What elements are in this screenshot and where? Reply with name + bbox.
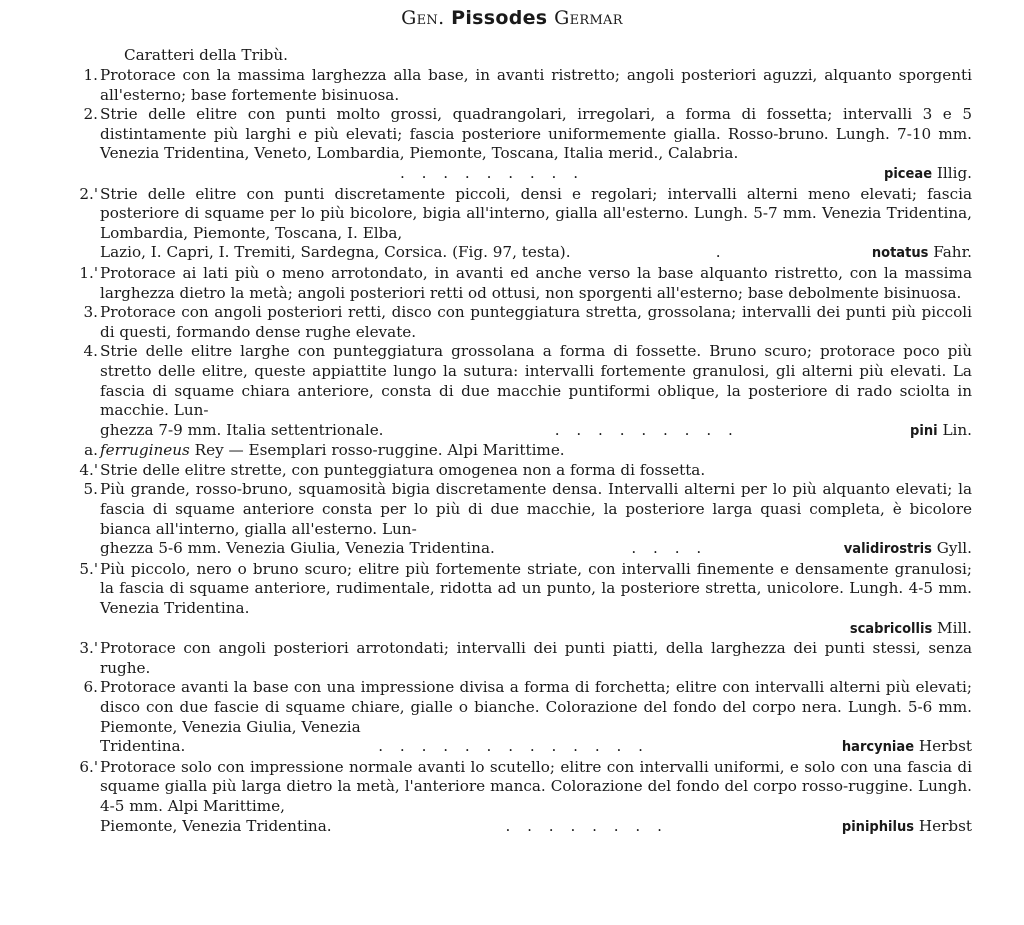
species-label (100, 619, 972, 640)
entry-tail-text: ghezza 7-9 mm. Italia settentrionale. (100, 420, 384, 439)
species-author: Illig. (936, 163, 972, 182)
entry-text-part: Strie delle elitre con punti molto grossi, quadrangolari, irregolari, a forma di fossetta; intervalli 3 e 5 distintamente più larghi e più elevati; fascia posteriore uniformemente gialla. Rosso-bruno. Lungh. 7-10 mm. Venezia Tridentina, Veneto, Lombardia, Piemonte, Toscana, Italia merid., Calabria. (100, 105, 972, 163)
page-title (0, 8, 1024, 29)
entry-text (100, 639, 972, 678)
key-entries (62, 66, 972, 837)
key-entry (62, 303, 972, 342)
entry-number: 4. (83, 342, 98, 361)
entry-number: 3. (83, 303, 98, 322)
key-entry (62, 105, 972, 184)
entry-number: 2. (83, 105, 98, 124)
entry-tail (100, 421, 972, 442)
species-name: piniphilus (841, 818, 915, 835)
key-entry (62, 185, 972, 264)
species-author: Mill. (937, 618, 972, 637)
species-author: Lin. (942, 420, 972, 439)
species-author: Herbst (918, 816, 972, 835)
entry-text-part: Strie delle elitre larghe con punteggiatura grossolana a forma di fossette. Bruno scuro; protorace poco più stretto delle elitre, queste appiattite lungo la sutura: intervalli fortemente granulosi, gli alterni più elevati. La fascia di squame chiara anteriore, consta di due macchie puntiformi oblique, la posteriore di rado sciolta in macchie. Lun- (100, 342, 972, 420)
entry-text (100, 758, 972, 817)
entry-text-part: Più piccolo, nero o bruno scuro; elitre più fortemente striate, con intervalli finemente e densamente granulosi; la fascia di squame anteriore, rudimentale, ridotta ad un punto, la posteriore stretta, unicolore. Lungh. 4-5 mm. Venezia Tridentina. (100, 559, 972, 618)
species-label (844, 539, 972, 560)
entry-tail (100, 539, 972, 560)
key-entry (62, 441, 972, 461)
entry-number: 1. (83, 66, 98, 84)
species-name: harcyniae (841, 739, 915, 756)
key-entry (62, 480, 972, 559)
entry-text (100, 66, 972, 105)
entry-text-part: Strie delle elitre strette, con punteggiatura omogenea non a forma di fossetta. (100, 460, 706, 479)
species-label (872, 243, 972, 264)
species-name: scabricollis (849, 620, 933, 637)
entry-number: 4.' (79, 460, 98, 479)
key-entry (62, 758, 972, 837)
entry-text (100, 105, 972, 164)
key-entry (62, 678, 972, 757)
entry-text (100, 303, 972, 342)
entry-text (100, 185, 972, 244)
key-entry (62, 560, 972, 639)
entry-text (100, 560, 972, 619)
leader-dots: . . . . (631, 539, 708, 558)
species-label (910, 421, 972, 442)
intro-line: Caratteri della Tribù. (124, 46, 289, 64)
entry-text (100, 264, 972, 303)
entry-text (100, 480, 972, 539)
entry-text (100, 461, 972, 481)
species-name: pini (910, 422, 938, 439)
entry-text (100, 342, 972, 420)
leader-dots: . . . . . . . . . (554, 420, 739, 439)
leader-dots: . . . . . . . . . . . . . (378, 737, 649, 756)
species-label (842, 737, 972, 758)
entry-text-part: Protorace ai lati più o meno arrotondato, in avanti ed anche verso la base alquanto ristretto, con la massima larghezza dietro la metà; angoli posteriori retti od ottusi, non sporgenti all'esterno; base debolmente bisinuosa. (100, 263, 972, 302)
entry-number: 6. (83, 678, 98, 697)
entry-text-part: Protorace con angoli posteriori arrotondati; intervalli dei punti piatti, della larghezza dei punti stessi, senza rughe. (100, 639, 972, 677)
entry-text-part: Protorace avanti la base con una impressione divisa a forma di forchetta; elitre con intervalli alterni più elevati; disco con due fascie di squame chiare, gialle o bianche. Colorazione del fondo del corpo nera. Lungh. 5-6 mm. Piemonte, Venezia Giulia, Venezia (100, 678, 972, 736)
key-entry (62, 264, 972, 303)
entry-number: 5.' (79, 559, 98, 578)
entry-text-part: Strie delle elitre con punti discretamente piccoli, densi e regolari; intervalli alterni meno elevati; fascia posteriore di squame per lo più bicolore, bigia all'interno, gialla all'esterno. Lungh. 5-7 mm. Venezia Tridentina, Lombardia, Piemonte, Toscana, I. Elba, (100, 184, 972, 242)
entry-tail-text: Lazio, I. Capri, I. Tremiti, Sardegna, Corsica. (Fig. 97, testa). (100, 243, 571, 262)
species-author: Fahr. (933, 243, 972, 262)
entry-text (100, 441, 972, 461)
entry-tail (100, 164, 972, 185)
title-genus: Pissodes (451, 7, 548, 29)
entry-number: 1.' (79, 263, 98, 282)
key-entry (62, 66, 972, 105)
leader-dots: . . . . . . . . (505, 816, 668, 835)
entry-number: 6.' (79, 757, 98, 776)
entry-text-part: Rey — Esemplari rosso-ruggine. Alpi Marittime. (194, 441, 565, 460)
species-label (884, 164, 972, 185)
entry-text-part: Protorace con la massima larghezza alla base, in avanti ristretto; angoli posteriori aguzzi, alquanto sporgenti all'esterno; base fortemente bisinuosa. (100, 66, 972, 104)
species-label (842, 817, 972, 838)
leader-dots: . . . . . . . . . (399, 163, 585, 182)
species-name: notatus (871, 245, 929, 262)
entry-number: 2.' (79, 184, 98, 203)
key-entry (62, 461, 972, 481)
entry-tail (100, 737, 972, 758)
species-name: piceae (884, 165, 933, 182)
entry-number: 3.' (79, 639, 98, 658)
entry-text-part: Più grande, rosso-bruno, squamosità bigia discretamente densa. Intervalli alterni per lo più alquanto elevati; la fascia di squame anteriore consta per lo più di due macchie, la posteriore larga quasi completa, è bicolore bianca all'interno, gialla all'esterno. Lun- (100, 480, 972, 538)
variety-name: ferrugineus (100, 441, 190, 460)
species-author: Gyll. (936, 539, 972, 558)
title-gen: Gen. (401, 7, 445, 29)
entry-tail-text: Tridentina. (100, 737, 186, 756)
species-author: Herbst (918, 737, 972, 756)
leader-dots: . (715, 243, 727, 262)
entry-tail-text: ghezza 5-6 mm. Venezia Giulia, Venezia Tridentina. (100, 539, 495, 558)
key-entry (62, 639, 972, 678)
key-entry (62, 342, 972, 441)
entry-number: 5. (83, 480, 98, 499)
entry-number: a. (84, 441, 98, 460)
species-name: validirostris (843, 541, 932, 558)
entry-text-part: Protorace solo con impressione normale avanti lo scutello; elitre con intervalli uniformi, e solo con una fascia di squame gialla più larga dietro la metà, l'anteriore manca. Colorazione del fondo del corpo rosso-ruggine. Lungh. 4-5 mm. Alpi Marittime, (100, 757, 972, 815)
entry-text (100, 678, 972, 737)
entry-tail-text: Piemonte, Venezia Tridentina. (100, 816, 332, 835)
entry-text-part: Protorace con angoli posteriori retti, disco con punteggiatura stretta, grossolana; intervalli dei punti più piccoli di questi, formando dense rughe elevate. (100, 303, 972, 341)
entry-tail (100, 817, 972, 838)
entry-tail (100, 243, 972, 264)
title-author: Germar (554, 7, 623, 29)
